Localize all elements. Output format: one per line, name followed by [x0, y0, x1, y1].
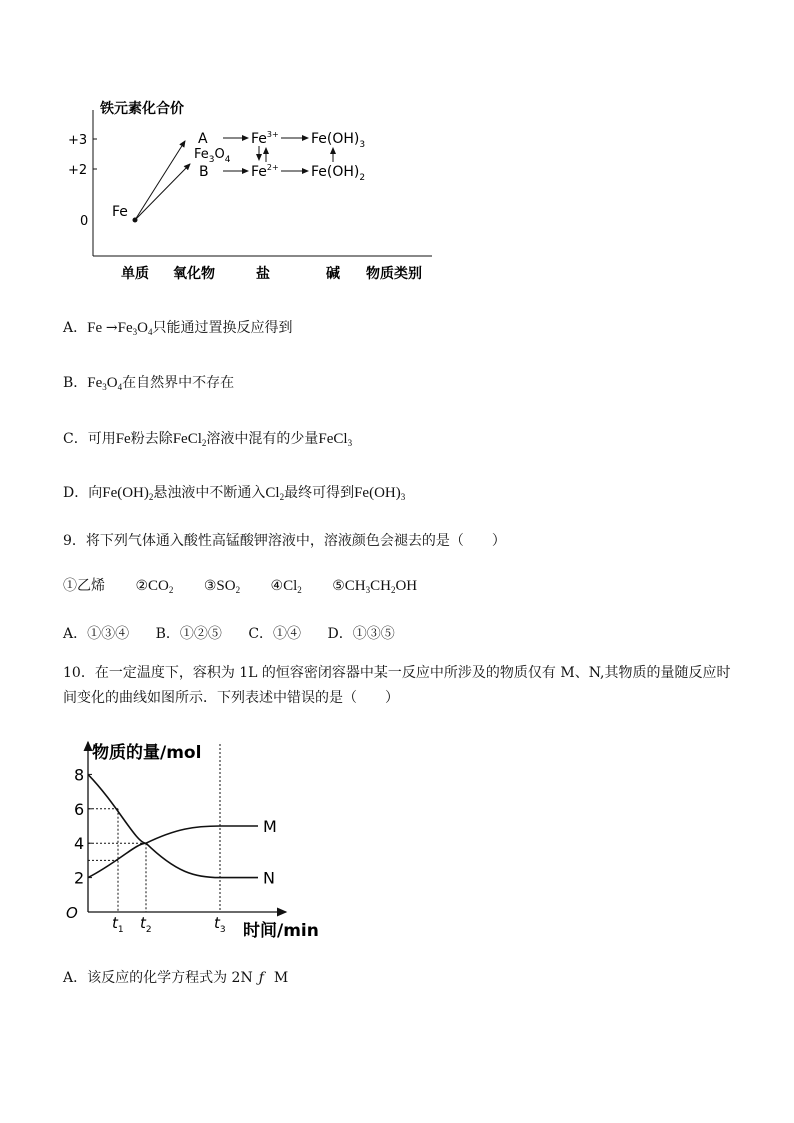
y-axis-title: 铁元素化合价 [100, 101, 184, 117]
y-tick-plus3: +3 [68, 133, 88, 148]
option-text: 在自然界中不存在 [122, 375, 235, 391]
x-category-oxide: 氧化物 [173, 266, 215, 282]
node-fe3o4: $Fe_3O_4$ [194, 147, 231, 165]
q9-item-1: ①乙烯 [63, 578, 105, 594]
chem-fecl2: FeCl$_2$ [172, 431, 207, 448]
y-tick-label: 6 [74, 799, 85, 819]
y-tick-label: 4 [74, 834, 85, 854]
y-tick-label: 8 [74, 765, 85, 785]
y-tick-label: 2 [74, 868, 85, 888]
x-category-salt: 盐 [256, 266, 270, 282]
q8-option-c [63, 429, 352, 449]
chem-feoh2: $Fe(OH)_2$ [102, 485, 154, 502]
q9-choice-a: A．①③④ [63, 626, 130, 642]
chem-fe: Fe [115, 431, 131, 447]
arrow-symbol: → [105, 320, 118, 336]
x-axis-label: 时间/min [243, 921, 319, 941]
x-category-elemental: 单质 [121, 266, 149, 282]
series-label-M: M [263, 817, 277, 836]
q10-stem-line2: 间变化的曲线如图所示．下列表述中错误的是（ ） [63, 690, 399, 706]
chem-fe3o4: $Fe_3O_4$ [117, 320, 153, 337]
y-tick-zero: 0 [80, 214, 89, 229]
node-b: B [199, 164, 209, 180]
chem-fe3o4: $Fe_3O_4$ [87, 375, 123, 392]
q9-choice-b: B．①②⑤ [155, 626, 222, 642]
iron-valence-diagram [60, 90, 450, 290]
q9-items [63, 576, 417, 596]
x-category-class: 物质类别 [366, 266, 422, 282]
x-tick-label: $t_3$ [214, 914, 226, 935]
x-tick-label: $t_1$ [112, 914, 124, 935]
node-fe3-ion: $Fe^{3+}$ [251, 130, 279, 147]
y-axis-label: 物质的量/mol [92, 743, 202, 763]
arrow-fe-to-b [135, 164, 190, 220]
chem-fecl3: FeCl$_3$ [318, 431, 353, 448]
option-prefix: D．向 [63, 485, 103, 501]
series-label-N: N [263, 868, 275, 888]
q9-item-4: $④Cl_2$ [270, 578, 302, 595]
q8-option-b [63, 373, 234, 393]
node-fe: Fe [112, 204, 128, 220]
q10-stem-line1: 10．在一定温度下，容积为 1L 的恒容密闭容器中某一反应中所涉及的物质仅有 M、N,其物质的量随反应时 [63, 665, 731, 681]
amount-vs-time-chart [60, 736, 330, 946]
x-category-base: 碱 [326, 266, 340, 282]
q8-option-a [63, 318, 292, 338]
option-text: 溶液中混有的少量 [206, 431, 319, 447]
q9-stem: 9．将下列气体通入酸性高锰酸钾溶液中，溶液颜色会褪去的是（ ） [63, 533, 506, 549]
option-text: 只能通过置换反应得到 [152, 320, 293, 336]
option-text: 最终可得到 [284, 485, 355, 501]
y-tick-plus2: +2 [68, 163, 88, 178]
q9-choices [63, 624, 395, 644]
option-text: 悬浊液中不断通入 [153, 485, 266, 501]
origin-label: O [66, 904, 78, 922]
q9-choice-c: C．①④ [248, 626, 302, 642]
series-curve-M [88, 826, 258, 878]
chem-fe: Fe [87, 320, 106, 336]
chem-cl2: $Cl_2$ [265, 485, 285, 502]
q8-option-d [63, 483, 405, 503]
equilibrium-symbol: ƒ [258, 970, 264, 986]
node-feoh2: $Fe(OH)_2$ [311, 164, 366, 183]
q9-item-2: $②CO_2$ [135, 578, 174, 595]
option-prefix: B． [63, 375, 88, 391]
option-prefix: A． [63, 320, 88, 336]
node-fe2-ion: $Fe^{2+}$ [251, 163, 279, 180]
q10-option-a: A．该反应的化学方程式为 2N ƒ M [63, 970, 289, 986]
option-text: 粉去除 [130, 431, 173, 447]
q9-item-3: $③SO_2$ [203, 578, 241, 595]
node-a: A [198, 131, 208, 147]
q9-item-5: $⑤CH_3CH_2OH$ [332, 578, 418, 595]
q9-choice-d: D．①③⑤ [327, 626, 395, 642]
chem-feoh3: $Fe(OH)_3$ [354, 485, 406, 502]
arrow-fe-to-a [135, 141, 185, 220]
x-tick-label: $t_2$ [140, 914, 152, 935]
option-prefix: C．可用 [63, 431, 116, 447]
node-feoh3: $Fe(OH)_3$ [311, 131, 366, 150]
